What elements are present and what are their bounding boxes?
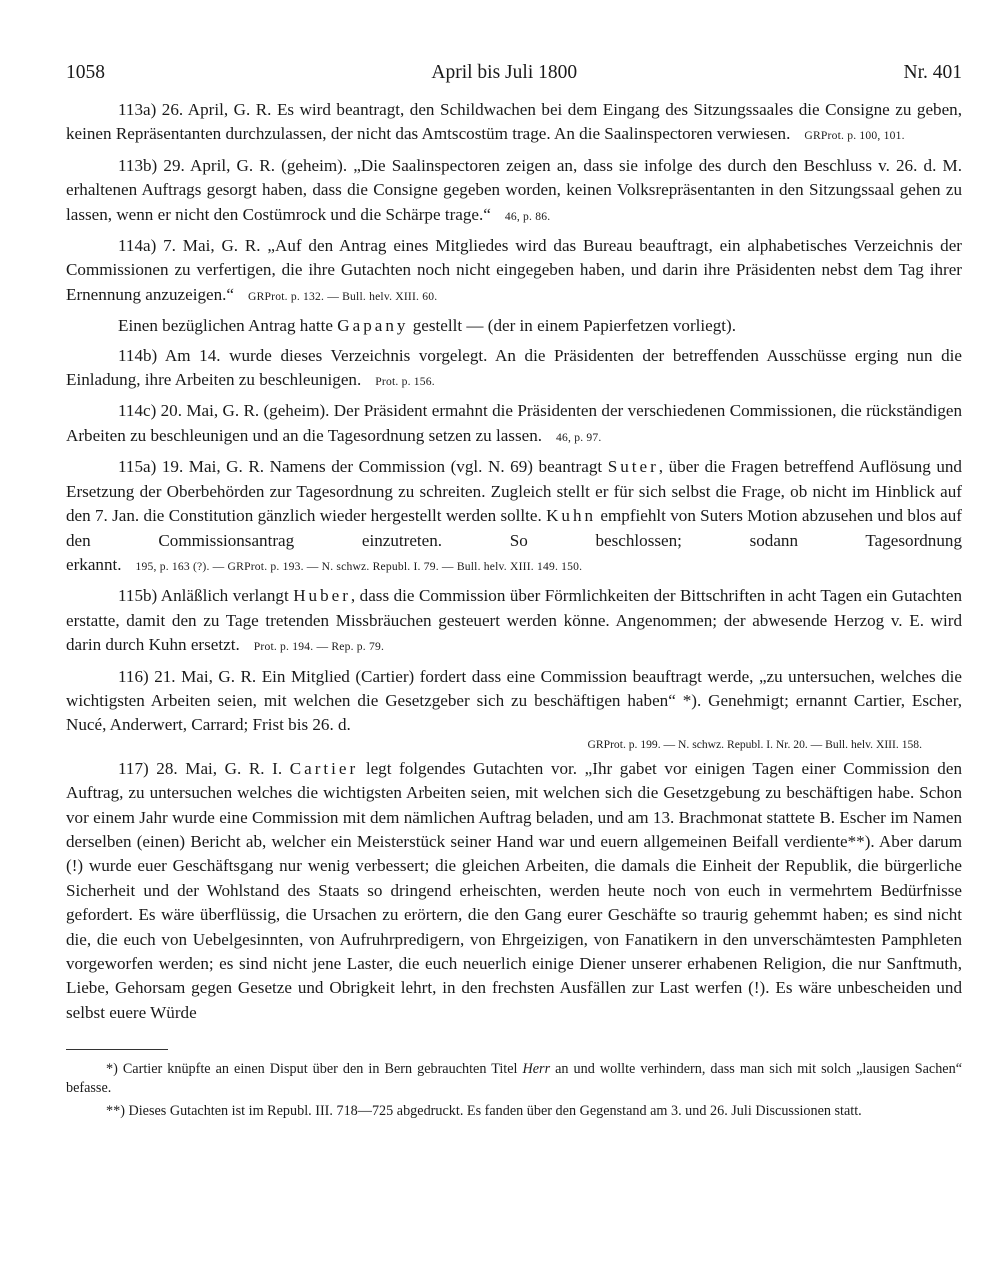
paragraph-lead: 114a) 7. Mai, G. R. bbox=[118, 236, 261, 256]
source-reference: GRProt. p. 100, 101. bbox=[804, 129, 905, 143]
paragraph-text: , dass die Commission über Förmlichkeiten der Bittschriften in acht Tagen ein Gutachten erstatte, damit den zu Tage tretenden Missbräuchen gesteuert werden könne. Angenommen; der abwesende Herzog v. E. wird darin durch Kuhn ersetzt. bbox=[66, 586, 962, 655]
paragraph-117 bbox=[66, 757, 962, 1025]
footnote-1 bbox=[66, 1060, 962, 1098]
paragraph-text: (geheim). Der Präsident ermahnt die Präsidenten der verschiedenen Commissionen, die rückständigen Arbeiten zu beschleunigen und an die Tagesordnung setzen zu lassen. bbox=[66, 401, 962, 445]
paragraph-text: empfiehlt von Suters Motion abzusehen und blos auf den Commissionsantrag einzutreten. So beschlossen; sodann Tagesordnung erkannt. bbox=[66, 506, 962, 574]
footnote-italic: Herr bbox=[522, 1061, 551, 1078]
footnotes bbox=[66, 1060, 962, 1121]
paragraph-text: „Auf den Antrag eines Mitgliedes wird das Bureau beauftragt, ein alphabetisches Verzeichnis der Commissionen zu verfertigen, die ihre Gutachten noch nicht eingegeben haben, und darin ihre Präsidenten nebst dem Tag ihrer Ernennung anzuzeigen.“ bbox=[66, 236, 962, 304]
paragraph-text: Ein Mitglied (Cartier) fordert dass eine Commission beauftragt werde, „zu untersuchen, welches die wichtigsten Arbeiten seien, mit welchen die Gesetzgeber sich zu beschäftigen haben“ *). Genehmigt; ernannt Cartier, Escher, Nucé, Anderwert, Carrard; Frist bis 26. d. bbox=[66, 666, 963, 735]
paragraph-lead: 114b) Am 14. bbox=[118, 345, 221, 365]
paragraph-114c bbox=[66, 399, 962, 450]
source-reference: Prot. p. 194. — Rep. p. 79. bbox=[253, 640, 385, 654]
source-reference: GRProt. p. 199. — N. schwz. Republ. I. Nr. 20. — Bull. helv. XIII. 158. bbox=[587, 737, 922, 751]
paragraph-text: Einen bezüglichen Antrag hatte bbox=[118, 316, 338, 336]
source-reference: GRProt. p. 132. — Bull. helv. XIII. 60. bbox=[248, 289, 438, 303]
paragraph-115a bbox=[66, 455, 962, 579]
page-header bbox=[66, 62, 962, 84]
spaced-name: Kuhn bbox=[546, 506, 597, 526]
paragraph-lead: 115b) bbox=[118, 586, 158, 606]
spaced-name: Gapany bbox=[337, 316, 409, 336]
source-reference: 195, p. 163 (?). — GRProt. p. 193. — N. schwz. Republ. I. 79. — Bull. helv. XIII. 149. 150. bbox=[135, 559, 583, 573]
source-reference: 46, p. 97. bbox=[556, 430, 602, 444]
footnote-text: an und wollte verhindern, dass man sich mit solch „lausigen Sachen“ befasse. bbox=[66, 1061, 962, 1097]
paragraph-lead: 113a) 26. April, G. R. bbox=[118, 100, 272, 119]
footnote-text: **) Dieses Gutachten ist im Republ. III. 718—725 abgedruckt. Es fanden über den Gegenstand am 3. und 26. Juli Discussionen statt. bbox=[106, 1103, 862, 1120]
source-reference: 46, p. 86. bbox=[504, 209, 551, 223]
paragraph-lead: 114c) 20. Mai, G. R. bbox=[118, 401, 260, 421]
source-reference: Prot. p. 156. bbox=[375, 375, 435, 389]
paragraph-114a bbox=[66, 234, 962, 309]
paragraph-text: , über die Fragen betreffend Auflösung und Ersetzung der Oberbehörden zur Tagesordnung zu schreiten. Zugleich stellt er für sich selbst die Frage, ob nicht im Hinblick auf den 7. Jan. die Constitution gänzlich wieder hergestellt werden sollte. bbox=[66, 457, 962, 526]
paragraph-lead: 117) 28. Mai, G. R. I. bbox=[118, 758, 283, 778]
paragraph-116 bbox=[66, 665, 962, 738]
paragraph-text: Anläßlich verlangt bbox=[157, 586, 294, 606]
paragraph-114b bbox=[66, 344, 962, 395]
spaced-name: Suter bbox=[607, 457, 659, 477]
paragraph-lead: 113b) 29. April, G. R. bbox=[118, 155, 275, 175]
paragraph-text: legt folgendes Gutachten vor. „Ihr gabet vor einigen Tagen einer Commission den Auftrag, zu untersuchen welches die wichtigsten Arbeiten seien, mit welchen sich die Gesetzgebung zu beschäftigen habe. Schon vor einem Jahr wurde eine Commission mit dem nämlichen Auftrag beladen, und am 13. Brachmonat stattete B. Escher im Namen derselben (einen) Bericht ab, welcher ein Meisterstück seiner Hand war und euern allgemeinen Beifall verdiente**). Aber darum (!) wurde euer Geschäftsgang nur wenig verbessert; die gleichen Arbeiten, die damals die Einheit der Republik, die bürgerliche Sicherheit und der Wohlstand des Staats so dringend erheischten, werden heute noch von euch in vermehrtem Bedürfnisse gefordert. Es wäre überflüssig, die Ursachen zu erörtern, die den Gang eurer Geschäfte so traurig gehemmt haben; es sind nicht die, die euch von Uebelgesinnten, von Aufruhrpredigern, von Ehrgeizigen, von Fanatikern in den unverschämtesten Pamphleten vorgeworfen werden; es sind nicht jene Laster, die euch neuerlich einige Diener unserer erhabenen Religion, die nur Sanftmuth, Liebe, Gehorsam gegen Gesetze und Obrigkeit lehrt, in den frechsten Ausfällen zur Last werfen (!). Es wäre unbescheiden und selbst euere Würde bbox=[66, 758, 962, 1022]
spaced-name: Huber bbox=[293, 586, 351, 606]
paragraph-gapany-note bbox=[66, 314, 962, 338]
paragraph-text: gestellt — (der in einem Papierfetzen vorliegt). bbox=[408, 316, 736, 336]
paragraph-text: (geheim). „Die Saalinspectoren zeigen an, dass sie infolge des durch den Beschluss v. 26. d. M. erhaltenen Auftrags gesorgt haben, dass die Consigne gegeben worden, keinen Volksrepräsentanten in den Sitzungssaal gehen zu lassen, wenn er nicht den Costümrock und die Schärpe trage.“ bbox=[66, 155, 962, 224]
source-reference-line bbox=[66, 738, 922, 752]
paragraph-text: Es wird beantragt, den Schildwachen bei dem Eingang des Sitzungssaales die Consigne zu geben, keinen Repräsentanten durchzulassen, der nicht das Amtscostüm trage. An die Saalinspectoren verwiesen. bbox=[66, 100, 962, 144]
spaced-name: Cartier bbox=[289, 758, 359, 778]
paragraph-lead: 115a) 19. Mai, G. R. bbox=[118, 457, 265, 477]
paragraph-text: Namens der Commission (vgl. N. 69) beantragt bbox=[264, 457, 608, 477]
body-text bbox=[66, 98, 962, 1025]
footnote-2 bbox=[66, 1102, 962, 1121]
paragraph-115b bbox=[66, 584, 962, 659]
paragraph-113a bbox=[66, 98, 962, 149]
footnote-text: *) Cartier knüpfte an einen Disput über den in Bern gebrauchten Titel bbox=[106, 1061, 523, 1078]
page-number: 1058 bbox=[66, 62, 105, 83]
running-title: April bis Juli 1800 bbox=[431, 62, 578, 83]
paragraph-113b bbox=[66, 154, 962, 229]
document-number: Nr. 401 bbox=[903, 62, 962, 83]
paragraph-text: wurde dieses Verzeichnis vorgelegt. An die Präsidenten der betreffenden Ausschüsse erging nun die Einladung, ihre Arbeiten zu beschleunigen. bbox=[66, 345, 962, 390]
paragraph-lead: 116) 21. Mai, G. R. bbox=[118, 666, 257, 686]
footnote-divider bbox=[66, 1049, 168, 1050]
